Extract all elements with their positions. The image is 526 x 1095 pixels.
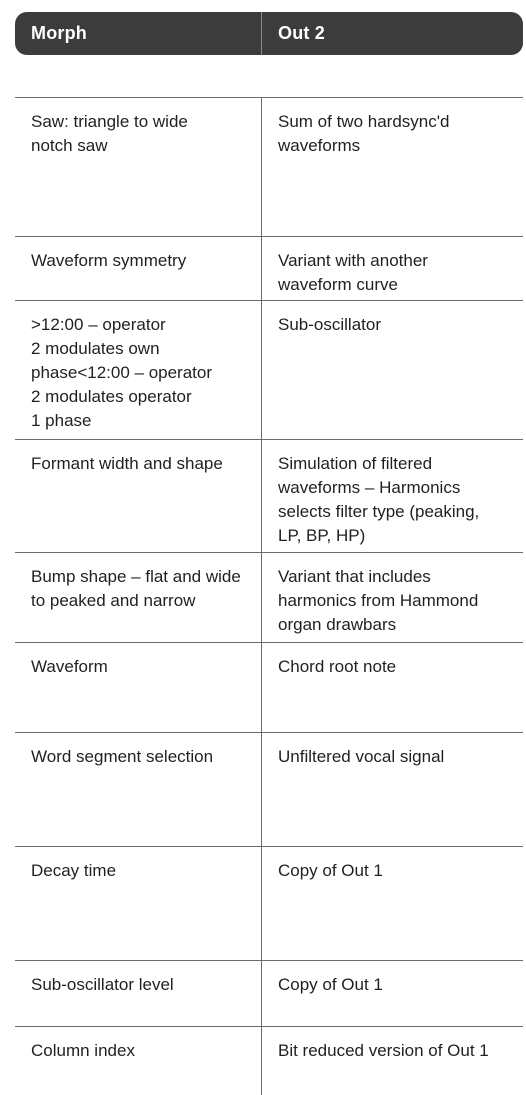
cell-out2: Chord root note bbox=[278, 657, 397, 676]
cell-morph: Waveform bbox=[31, 657, 108, 676]
cell-out2: Simulation of filtered waveforms – Harmonics selects filter type (peaking, LP, BP, HP) bbox=[278, 454, 480, 545]
table-row bbox=[15, 733, 523, 847]
header-divider bbox=[261, 12, 262, 55]
cell-morph: Saw: triangle to wide notch saw bbox=[31, 112, 188, 155]
table-row bbox=[15, 98, 523, 237]
cell-morph: Formant width and shape bbox=[31, 454, 223, 473]
table-row bbox=[15, 553, 523, 643]
cell-morph: Waveform symmetry bbox=[31, 251, 187, 270]
cell-morph: >12:00 – operator 2 modulates own phase<12:00 – operator 2 modulates operator 1 phase bbox=[31, 315, 213, 430]
header-out2: Out 2 bbox=[278, 23, 326, 43]
cell-morph: Bump shape – flat and wide to peaked and narrow bbox=[31, 567, 241, 610]
cell-out2: Variant with another waveform curve bbox=[278, 251, 428, 294]
cell-morph: Decay time bbox=[31, 861, 117, 880]
cell-out2: Sub-oscillator bbox=[278, 315, 381, 334]
cell-morph: Column index bbox=[31, 1041, 135, 1060]
column-divider bbox=[261, 97, 262, 1095]
table-row bbox=[15, 961, 523, 1027]
cell-out2: Variant that includes harmonics from Hammond organ drawbars bbox=[278, 567, 479, 634]
table-row bbox=[15, 440, 523, 553]
cell-out2: Sum of two hardsync'd waveforms bbox=[278, 112, 450, 155]
table-row bbox=[15, 1027, 523, 1095]
cell-out2: Copy of Out 1 bbox=[278, 975, 383, 994]
table-row bbox=[15, 301, 523, 440]
cell-morph: Sub-oscillator level bbox=[31, 975, 174, 994]
cell-out2: Bit reduced version of Out 1 bbox=[278, 1041, 489, 1060]
table-row bbox=[15, 237, 523, 301]
table-row bbox=[15, 643, 523, 733]
cell-morph: Word segment selection bbox=[31, 747, 214, 766]
cell-out2: Unfiltered vocal signal bbox=[278, 747, 445, 766]
header-morph: Morph bbox=[31, 23, 87, 43]
table-row bbox=[15, 847, 523, 961]
cell-out2: Copy of Out 1 bbox=[278, 861, 383, 880]
table-header bbox=[15, 12, 523, 55]
